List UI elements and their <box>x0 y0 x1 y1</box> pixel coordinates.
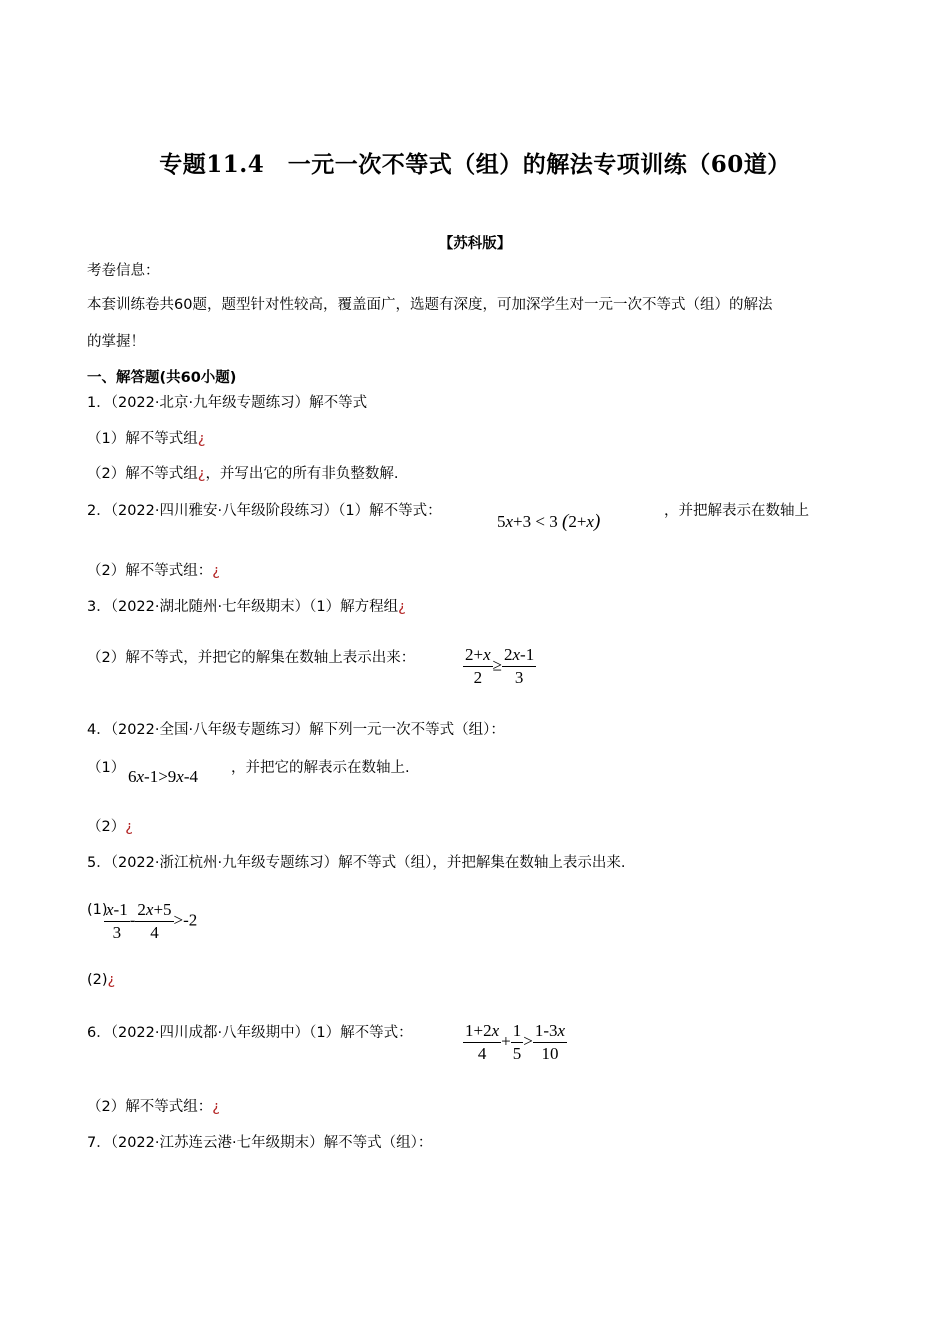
q2-paren-open: ( <box>561 511 569 532</box>
q6-f2-den: 5 <box>512 1044 522 1063</box>
question-1-part-1 <box>87 427 205 448</box>
info-label: 考卷信息： <box>87 263 160 279</box>
q2-var: x <box>505 512 514 531</box>
q4-p2-text: （2） <box>87 819 126 835</box>
q5-f2-var: x <box>145 900 154 919</box>
q1-p2-tail: ，并写出它的所有非负整数解. <box>205 466 399 482</box>
q5-fraction-2 <box>135 899 173 944</box>
info-line-2: 的掌握！ <box>87 334 145 350</box>
q6-f1-num: 1+2 <box>465 1021 492 1040</box>
q5-f1-var: x <box>106 900 114 919</box>
missing-system-glyph: ¿ <box>212 1099 220 1115</box>
q3-f2-num-b: -1 <box>520 645 535 664</box>
q5-minus: - <box>129 910 136 930</box>
q5-f1-num-b: -1 <box>113 900 128 919</box>
q5-rhs: >-2 <box>173 910 198 930</box>
q3-f1-num: 2+ <box>465 645 484 664</box>
q6-f3-var: x <box>557 1021 566 1040</box>
q3-fraction-2 <box>502 644 536 689</box>
q6-f1-den: 4 <box>477 1044 487 1063</box>
question-2-head: 2．（2022·四川雅安·八年级阶段练习）（1）解不等式： <box>87 503 442 519</box>
question-1-head: 1．（2022·北京·九年级专题练习）解不等式 <box>87 395 368 411</box>
q1-p2-text: （2）解不等式组 <box>87 466 198 482</box>
missing-system-glyph: ¿ <box>212 563 220 579</box>
question-1-part-2 <box>87 462 399 483</box>
q5-f2-num-a: 2 <box>137 900 146 919</box>
q6-f2-num: 1 <box>511 1020 524 1043</box>
question-5-head: 5．（2022·浙江杭州·九年级专题练习）解不等式（组），并把解集在数轴上表示出来. <box>87 855 626 871</box>
q6-p2-text: （2）解不等式组： <box>87 1099 213 1115</box>
missing-system-glyph: ¿ <box>107 972 116 988</box>
q5-p2-label: (2) <box>87 972 108 988</box>
q6-fraction-3 <box>533 1020 567 1065</box>
q3-f1-var: x <box>483 645 491 664</box>
q5-f2-num-b: +5 <box>153 900 172 919</box>
q2-coef: 5 <box>497 512 506 531</box>
q3-f2-den: 3 <box>514 668 524 687</box>
q5-fraction-1 <box>104 899 130 944</box>
q6-plus: + <box>501 1031 511 1051</box>
q5-inequality <box>104 899 197 944</box>
question-3-part-2: （2）解不等式，并把它的解集在数轴上表示出来： <box>87 650 416 666</box>
question-6-part-2 <box>87 1095 220 1116</box>
q2-lt: < <box>535 512 545 531</box>
q5-p1-label: (1) <box>87 902 108 918</box>
q4-mid: -1>9 <box>144 767 177 786</box>
q2-plus: +3 <box>513 512 536 531</box>
q6-fraction-1 <box>463 1020 501 1065</box>
q3-f2-num-a: 2 <box>503 645 513 664</box>
q2-inner: 2+ <box>568 512 587 531</box>
q4-end: -4 <box>183 767 199 786</box>
q2-inequality <box>497 511 600 533</box>
question-6-head: 6．（2022·四川成都·八年级期中）（1）解不等式： <box>87 1025 413 1041</box>
q6-f1-var: x <box>491 1021 500 1040</box>
q4-var-2: x <box>176 767 184 786</box>
q4-p1-label: （1） <box>87 760 126 776</box>
q6-f3-num: 1-3 <box>534 1021 558 1040</box>
q5-f2-den: 4 <box>150 923 159 942</box>
document-title: 专题11.4 一元一次不等式（组）的解法专项训练（60道） <box>159 151 791 178</box>
question-4-part-2 <box>87 815 133 836</box>
q3-f1-den: 2 <box>473 668 483 687</box>
q6-gt: > <box>523 1031 533 1051</box>
missing-system-glyph: ¿ <box>398 599 406 615</box>
q2-three: 3 <box>549 512 558 531</box>
question-4-head: 4．（2022·全国·八年级专题练习）解下列一元一次不等式（组）： <box>87 722 505 738</box>
question-5-part-2 <box>87 972 115 988</box>
q6-f3-den: 10 <box>541 1044 559 1063</box>
missing-system-glyph: ¿ <box>125 819 133 835</box>
q4-p1-tail: ，并把它的解表示在数轴上. <box>231 760 410 776</box>
q2-p2-text: （2）解不等式组： <box>87 563 213 579</box>
q2-tail: ，并把解表示在数轴上 <box>664 503 809 519</box>
q2-paren-close: ) <box>593 511 601 532</box>
missing-system-glyph: ¿ <box>197 431 206 447</box>
q6-fraction-2 <box>511 1020 524 1065</box>
section-heading: 一、解答题(共60小题) <box>87 370 237 386</box>
info-line-1: 本套训练卷共60题，题型针对性较高，覆盖面广，选题有深度，可加深学生对一元一次不等式（组）的解法 <box>87 297 773 313</box>
question-3-head <box>87 595 406 616</box>
q4-coef: 6 <box>128 767 137 786</box>
q6-inequality <box>463 1020 567 1065</box>
q3-inequality <box>463 644 536 689</box>
q3-f2-var: x <box>512 645 521 664</box>
question-2-part-2 <box>87 559 220 580</box>
q5-f1-den: 3 <box>112 923 122 942</box>
question-7-head: 7．（2022·江苏连云港·七年级期末）解不等式（组）： <box>87 1135 433 1151</box>
q3-geq: ≥ <box>492 655 502 675</box>
q3-fraction-1 <box>463 644 493 689</box>
missing-system-glyph: ¿ <box>197 466 206 482</box>
q2-var-2: x <box>586 512 594 531</box>
q4-var: x <box>136 767 145 786</box>
edition-label: 【苏科版】 <box>438 236 512 252</box>
q4-inequality <box>128 767 198 787</box>
q1-p1-text: （1）解不等式组 <box>87 431 198 447</box>
q3-head-text: 3．（2022·湖北随州·七年级期末）（1）解方程组 <box>87 599 399 615</box>
